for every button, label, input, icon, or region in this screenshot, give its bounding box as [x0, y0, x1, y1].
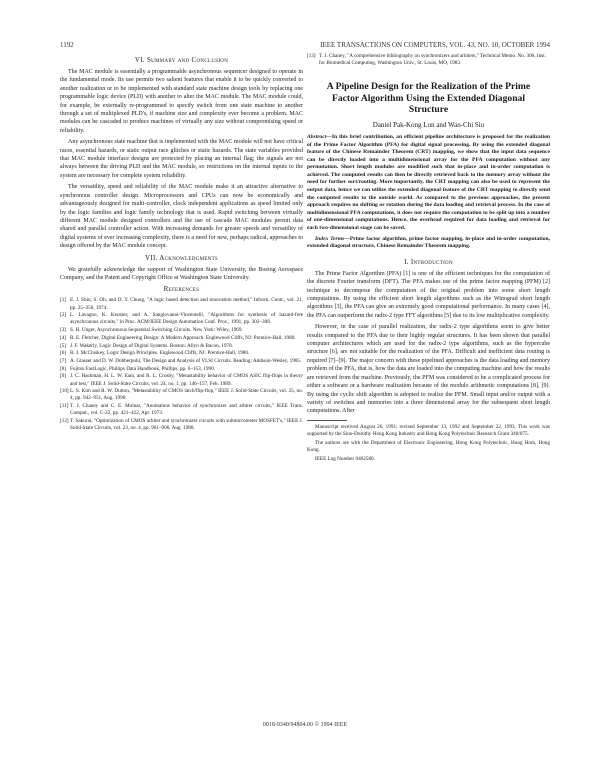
running-header [60, 41, 550, 49]
reference-number: [9] [60, 373, 67, 380]
summary-paragraph: The MAC module is essentially a programmable asynchronous sequencer designed to operate in the fundamental mode. Its use permits two salient features that enable it to be quickly converted to another realization or to be implemented with standard state machine design tools by replacing one programmable logic device (PLD) with another to alter the MAC module. The MAC module could, for example, be externally re-programmed to specify switch from one state machine to another through a set of multiplexed PLD's, if machine size and complexity ever become a problem. MAC modules can be cascaded to produce machines of virtually any size without compromising speed or reliability. [60, 69, 303, 134]
reference-item [60, 335, 303, 342]
reference-number: [13] [307, 53, 316, 59]
article-title: A Pipeline Design for the Realization of the Prime Factor Algorithm Using the Extended Diagonal Structure [326, 81, 531, 116]
reference-text: R. E. Fletcher, Digital Engineering Design: A Modern Approach. Englewood Cliffs, NJ: Prentice-Hall, 1980. [70, 334, 296, 341]
reference-item [60, 418, 303, 432]
reference-number: [2] [60, 312, 67, 319]
reference-number: [8] [60, 365, 67, 372]
summary-paragraph: The versatility, speed and reliability of the MAC module make it an attractive alternative to synchronous controller design. Microprocessors and CPUs can now be economically and advantageously designed for multi-controller, clock independent applications as speed limited only by the logic families and logic family technology that is used. Rapid switching between virtually different MAC module designed controllers and the use of cascade MAC modules permit data shared and parallel controller action. With increasing demands for greater speeds and versatility of digital systems of ever increasing complexity, there is a need for new, perhaps radical, approaches to design offered by the MAC module concept. [60, 184, 303, 250]
abstract [307, 134, 550, 233]
introduction-paragraph: The Prime Factor Algorithm (PFA) [1] is one of the efficient techniques for the computation of the discrete Fourier transform (DFT). The PFA makes use of the prime factor mapping (PFM) [2] technique to decompose the computation of the original problem into some short length computations. By using the efficient short length algorithms such as the Winograd short length algorithms [3], the PFA can give an extremely good computational performance. In many cases [4], the PFA can outperform the radix-2 type FFT algorithms [5] due to its low multiplicative complexity. [307, 270, 550, 319]
footnote: Manuscript received August 26, 1991; revised September 13, 1992 and September 22, 1993. This work was supported by the Sino-Dorothy Hong Kong Industry and Hong Kong Polytechnic Research Grant 340/075. [307, 423, 550, 437]
reference-text: L. Lavagno, K. Keutzer, and A. Sangiovanni-Vincentelli, "Algorithms for synthesis of hazard-free asynchronous circuits," in Proc. ACM/IEEE Design Automation Conf. Proc., 1991, pp. 302–308. [70, 312, 303, 326]
acknowledgments-text: We gratefully acknowledge the support of Washington State University, the Boeing Aerospace Company, and the Patent and Copyright Office at Washington State University. [60, 266, 303, 281]
reference-number: [4] [60, 334, 67, 341]
reference-text: L. S. Kim and R. W. Dutton, "Metastability of CMOS latch/flip-flop," IEEE J. Solid-State Circuits, vol. 25, no. 4, pp. 942–951, Aug. 1990. [70, 388, 303, 402]
reference-number: [11] [60, 403, 69, 410]
references-heading: References [163, 285, 200, 294]
reference-number: [3] [60, 327, 67, 334]
reference-item [60, 373, 303, 387]
reference-item [60, 358, 303, 365]
index-terms-label: Index Terms [315, 235, 345, 242]
reference-item [307, 53, 550, 67]
reference-number: [1] [60, 297, 67, 304]
summary-heading: VI. Summary and Conclusion [134, 56, 229, 64]
footnote-divider [307, 420, 347, 421]
abstract-text: —In this brief contribution, an efficient pipeline architecture is proposed for the realization of the Prime Factor Algorithm (PFA) for digital signal processing. By using the extended diagonal feature of the Chinese Remainder Theorem (CRT) mapping, we show that the input data sequence can be directly loaded into a multidimensional array for the PFA computation without any permutation. Short length modules are modified such that in-place and in-order computation is achieved. The computed results can then be directly retrieved back to the memory array without the need for further sort/routing. More importantly, the CRT mapping can also be used to represent the output data, hence we can utilize the extended diagonal feature of the CRT mapping to directly send the computed results to the outside world. As compared to the previous approaches, the present approach requires no shifting or rotation during the data loading and retrieval process. In the case of multidimensional PFA computations, it does not require the computation to be split up into a number of one-dimensional computations. Hence, the overhead required for data loading and retrieval for each two-dimensional stage can be saved. [307, 133, 550, 232]
reference-text: Fujitsu FastLogic, Phillips Data Handbook, Phillips, pp. 6–153, 1990. [70, 365, 215, 372]
reference-item [60, 312, 303, 326]
introduction-paragraph: However, in the case of parallel realization, the radix-2 type algorithms seem to give better results compared to the PFA due to their highly regular structures. It has been shown that parallel computer architectures which are used for the radix-2 type algorithms, such as the hypercube structure [6], are not suitable for the realization of the PFA. Difficult and inefficient data routing is required [7]–[9]. The major concern with these pipelined approaches is the data loading and memory problem of the PFA, that is, how the data are loaded into the computing machine and how the results are retrieved from the machine. Previously, the PFM was considered to be a complicated process for either a software or a hardware realization because of the modulo arithmetic computations [8], [9]. By using the cyclic shift algorithm is adopted to realize the PFM. Small input and/or output with a variety of switches and memories into a three dimensional array for the subsequent short length computations. After [307, 324, 550, 415]
copyright-code: 0018-9340/94$04.00 © 1994 IEEE [262, 722, 348, 728]
reference-item [60, 366, 303, 373]
reference-item [60, 297, 303, 311]
reference-number: [5] [60, 342, 67, 349]
page-number: 1192 [60, 41, 74, 49]
reference-text: E. J. Shin, S. Oh, and D. Y. Chung, "A logic based detection and innovation method," Inform. Contr., vol. 21, pp. 25–350, 1974. [70, 297, 303, 311]
reference-number: [7] [60, 357, 67, 364]
summary-paragraph: Any asynchronous state machine that is implemented with the MAC module will not have critical races, essential hazards, or static output race glitches or static hazards. The state variables provided that MAC module interface designs are protected by placing an internal flag; the signals are not always between the driving PLD and the MAC module, so restrictions on the internal inputs to the system are necessary for complete system reliability. [60, 139, 303, 179]
reference-text: T. Sakurai, "Optimization of CMOS arbiter and synchronizer circuits with submicrometer MOSFET's," IEEE J. Solid-State Circuits, vol. 23, no. 4, pp. 901–906, Aug. 1988. [70, 418, 303, 432]
right-column [307, 53, 550, 465]
running-title: IEEE TRANSACTIONS ON COMPUTERS, VOL. 43, NO. 10, OCTOBER 1994 [320, 41, 550, 49]
index-terms-text: —Prime factor algorithm, prime factor mapping, in-place and in-order computation, extended diagonal structure, Chinese Remainder Theorem mapping. [307, 235, 550, 250]
reference-item [60, 388, 303, 402]
index-terms [307, 236, 550, 251]
article-authors: Daniel Pak-Kong Lun and Wan-Chi Siu [372, 120, 485, 129]
reference-number: [6] [60, 350, 67, 357]
introduction-heading: I. Introduction [404, 257, 453, 266]
reference-text: R. J. McCluskey, Logic Design Principles. Englewood Cliffs, NJ: Prentice-Hall, 1986. [70, 350, 250, 357]
left-column [60, 53, 303, 433]
reference-text: S. H. Unger, Asynchronous Sequential Switching Circuits. New York: Wiley, 1969. [70, 327, 243, 334]
reference-item [60, 327, 303, 334]
footnote: The authors are with the Department of Electronic Engineering, Hong Kong Polytechnic, Hung Hom, Hong Kong. [307, 439, 550, 453]
reference-item [60, 350, 303, 357]
abstract-label: Abstract [307, 133, 327, 140]
reference-text: J. F. Wakerly, Logic Design of Digital Systems. Boston: Allyn & Bacon, 1978. [70, 342, 233, 349]
reference-item [60, 343, 303, 350]
reference-list [60, 297, 303, 432]
reference-item [60, 403, 303, 417]
reference-text: T. J. Chaney, "A comprehensive bibliography on synchronizers and arbiters," Technical Memo. No. 306, Inst. for Biomedical Computing, Washington Univ., St. Louis, MO, 1983. [319, 53, 546, 67]
reference-text: J. C. Hackman, H. L. W. Eam, and R. L. Crosby, "Metastability behavior of CMOS ASIC flip-flops in theory and test," IEEE J. Solid-State Circuits, vol. 24, no. 1, pp. 146–157, Feb. 1989. [70, 373, 303, 387]
reference-text: T. J. Chaney and C. E. Molnar, "Anomalous behavior of synchronizer and arbiter circuits," IEEE Trans. Comput., vol. C-22, pp. 421–422, Apr. 1973. [70, 403, 303, 417]
reference-text: A. Glasser and D. W. Dobberpuhl, The Design and Analysis of VLSI Circuits. Reading: Addison-Wesley, 1985. [70, 357, 302, 364]
reference-number: [12] [60, 418, 69, 425]
reference-number: [10] [60, 388, 69, 395]
footnote: IEEE Log Number 9402580. [315, 455, 375, 462]
acknowledgments-heading: VII. Acknowledgments [144, 253, 219, 262]
